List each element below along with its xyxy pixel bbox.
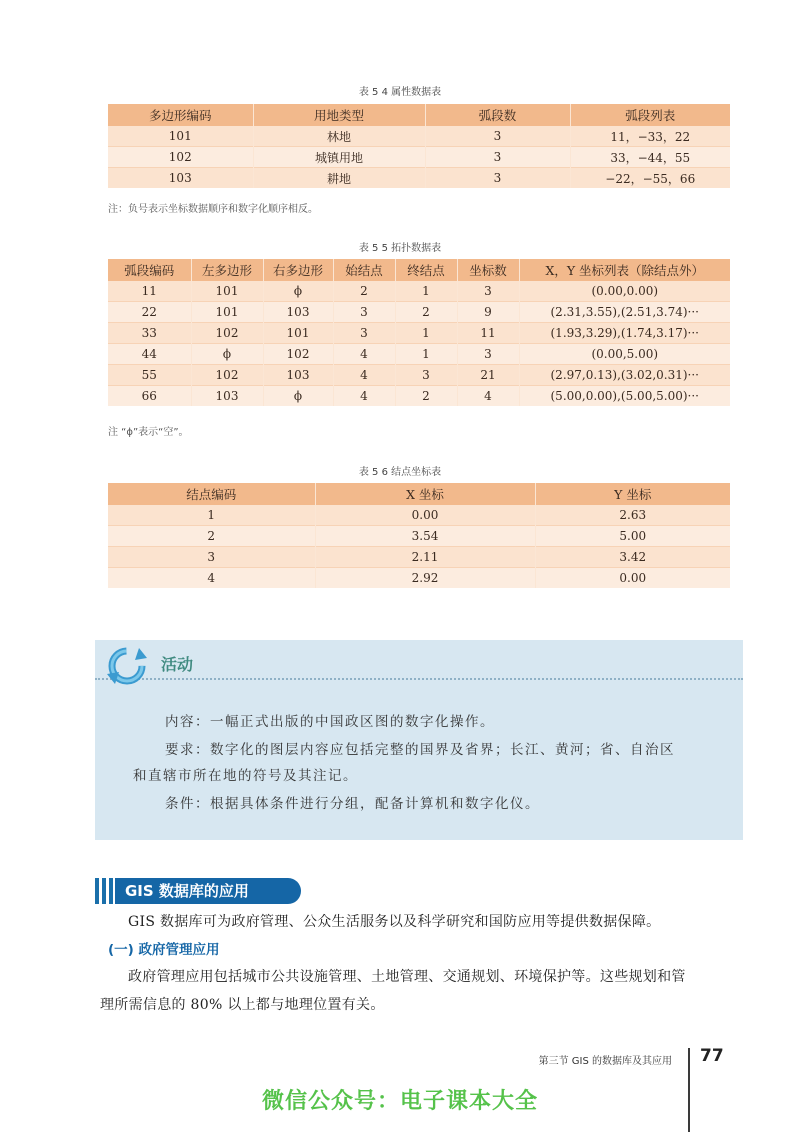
table-cell: 3.54 xyxy=(315,526,535,547)
page-number: 77 xyxy=(700,1046,724,1066)
table-row xyxy=(108,344,730,365)
column-header: 结点编码 xyxy=(108,483,315,505)
attribute-table xyxy=(108,104,730,188)
table-cell: 2 xyxy=(395,386,457,407)
table-header-row xyxy=(108,104,730,126)
table-cell: 101 xyxy=(191,281,263,302)
table-cell: 21 xyxy=(457,365,519,386)
activity-requirement: 要求：数字化的图层内容应包括完整的国界及省界；长江、黄河；省、自治区 xyxy=(165,742,675,758)
table-row xyxy=(108,526,730,547)
table54-caption: 表 5 4 属性数据表 xyxy=(358,87,442,98)
table-cell: (2.97,0.13),(3.02,0.31)··· xyxy=(519,365,730,386)
table-cell: ϕ xyxy=(263,281,333,302)
table-cell: 101 xyxy=(191,302,263,323)
table-row xyxy=(108,126,730,147)
section-paragraph-line1: 政府管理应用包括城市公共设施管理、土地管理、交通规划、环境保护等。这些规划和管 xyxy=(128,969,686,985)
table-cell: 3 xyxy=(108,547,315,568)
table-cell: 55 xyxy=(108,365,191,386)
table-cell: 11，−33，22 xyxy=(570,126,730,147)
table-cell: 3 xyxy=(395,365,457,386)
table55-caption: 表 5 5 拓扑数据表 xyxy=(358,243,442,254)
table-row xyxy=(108,302,730,323)
table-cell: 102 xyxy=(191,365,263,386)
watermark-text: 微信公众号：电子课本大全 xyxy=(261,1089,538,1114)
table-cell: 2.11 xyxy=(315,547,535,568)
refresh-cycle-icon xyxy=(103,642,151,690)
table-cell: 3.42 xyxy=(535,547,730,568)
column-header: X 坐标 xyxy=(315,483,535,505)
column-header: 弧段列表 xyxy=(570,104,730,126)
table54-note: 注：负号表示坐标数据顺序和数字化顺序相反。 xyxy=(108,204,318,215)
table-header-row xyxy=(108,483,730,505)
table-cell: (0.00,0.00) xyxy=(519,281,730,302)
table-cell: 9 xyxy=(457,302,519,323)
table-cell: 3 xyxy=(425,126,570,147)
table-row xyxy=(108,281,730,302)
section-subheading: (一) 政府管理应用 xyxy=(108,942,220,958)
table-cell: 3 xyxy=(425,147,570,168)
activity-content: 内容：一幅正式出版的中国政区图的数字化操作。 xyxy=(165,714,495,730)
table-cell: 4 xyxy=(333,344,395,365)
table-cell: 11 xyxy=(457,323,519,344)
table-cell: 2.63 xyxy=(535,505,730,526)
table-cell: 2 xyxy=(108,526,315,547)
column-header: 用地类型 xyxy=(253,104,425,126)
table-cell: (5.00,0.00),(5.00,5.00)··· xyxy=(519,386,730,407)
topology-table xyxy=(108,259,730,406)
column-header: 多边形编码 xyxy=(108,104,253,126)
column-header: Y 坐标 xyxy=(535,483,730,505)
column-header: X，Y 坐标列表（除结点外） xyxy=(519,259,730,281)
table-row xyxy=(108,147,730,168)
column-header: 始结点 xyxy=(333,259,395,281)
activity-condition: 条件：根据具体条件进行分组，配备计算机和数字化仪。 xyxy=(165,796,540,812)
table-cell: (1.93,3.29),(1.74,3.17)··· xyxy=(519,323,730,344)
table-cell: 103 xyxy=(263,302,333,323)
table56-caption: 表 5 6 结点坐标表 xyxy=(358,467,442,478)
table-cell: 2 xyxy=(333,281,395,302)
column-header: 弧段编码 xyxy=(108,259,191,281)
table-cell: 102 xyxy=(263,344,333,365)
table-cell: 3 xyxy=(333,302,395,323)
table-cell: 44 xyxy=(108,344,191,365)
table-cell: 103 xyxy=(108,168,253,189)
table-cell: 0.00 xyxy=(535,568,730,589)
table-row xyxy=(108,568,730,589)
table-cell: 22 xyxy=(108,302,191,323)
table-cell: 102 xyxy=(191,323,263,344)
column-header: 右多边形 xyxy=(263,259,333,281)
table-cell: 2 xyxy=(395,302,457,323)
table-row xyxy=(108,547,730,568)
column-header: 弧段数 xyxy=(425,104,570,126)
table-cell: 3 xyxy=(425,168,570,189)
footer-chapter-title: 第三节 GIS 的数据库及其应用 xyxy=(538,1056,672,1067)
table-cell: 101 xyxy=(108,126,253,147)
table-row xyxy=(108,505,730,526)
table-cell: 1 xyxy=(108,505,315,526)
table-row xyxy=(108,323,730,344)
table-cell: 城镇用地 xyxy=(253,147,425,168)
table-cell: 33，−44，55 xyxy=(570,147,730,168)
table-header-row xyxy=(108,259,730,281)
table-cell: 103 xyxy=(263,365,333,386)
activity-requirement-cont: 和直辖市所在地的符号及其注记。 xyxy=(133,768,358,784)
node-coordinate-table xyxy=(108,483,730,588)
table-cell: 4 xyxy=(333,365,395,386)
table-row xyxy=(108,386,730,407)
table-cell: 4 xyxy=(108,568,315,589)
section-paragraph-line2: 理所需信息的 80% 以上都与地理位置有关。 xyxy=(100,997,385,1013)
table-row xyxy=(108,365,730,386)
activity-title: 活动 xyxy=(161,655,194,674)
table-cell: 2.92 xyxy=(315,568,535,589)
table-row xyxy=(108,168,730,189)
table-cell: 103 xyxy=(191,386,263,407)
activity-divider xyxy=(95,678,743,680)
table-cell: 林地 xyxy=(253,126,425,147)
column-header: 左多边形 xyxy=(191,259,263,281)
table-cell: (2.31,3.55),(2.51,3.74)··· xyxy=(519,302,730,323)
table-cell: ϕ xyxy=(263,386,333,407)
table-cell: 3 xyxy=(333,323,395,344)
table-cell: 0.00 xyxy=(315,505,535,526)
table-cell: −22，−55，66 xyxy=(570,168,730,189)
table-cell: 11 xyxy=(108,281,191,302)
table-cell: 1 xyxy=(395,323,457,344)
table-cell: 4 xyxy=(457,386,519,407)
column-header: 坐标数 xyxy=(457,259,519,281)
table-cell: 3 xyxy=(457,281,519,302)
column-header: 终结点 xyxy=(395,259,457,281)
table-cell: 33 xyxy=(108,323,191,344)
table55-note: 注 “ϕ”表示“空”。 xyxy=(108,427,189,438)
table-cell: 102 xyxy=(108,147,253,168)
table-cell: 66 xyxy=(108,386,191,407)
section-header xyxy=(95,878,305,904)
table-cell: ϕ xyxy=(191,344,263,365)
table-cell: 3 xyxy=(457,344,519,365)
table-cell: 101 xyxy=(263,323,333,344)
table-cell: 4 xyxy=(333,386,395,407)
table-cell: 1 xyxy=(395,344,457,365)
section-title: GIS 数据库的应用 xyxy=(115,878,301,904)
table-cell: (0.00,5.00) xyxy=(519,344,730,365)
table-cell: 耕地 xyxy=(253,168,425,189)
table-cell: 1 xyxy=(395,281,457,302)
table-cell: 5.00 xyxy=(535,526,730,547)
section-intro: GIS 数据库可为政府管理、公众生活服务以及科学研究和国防应用等提供数据保障。 xyxy=(128,914,661,930)
activity-box xyxy=(95,640,743,840)
